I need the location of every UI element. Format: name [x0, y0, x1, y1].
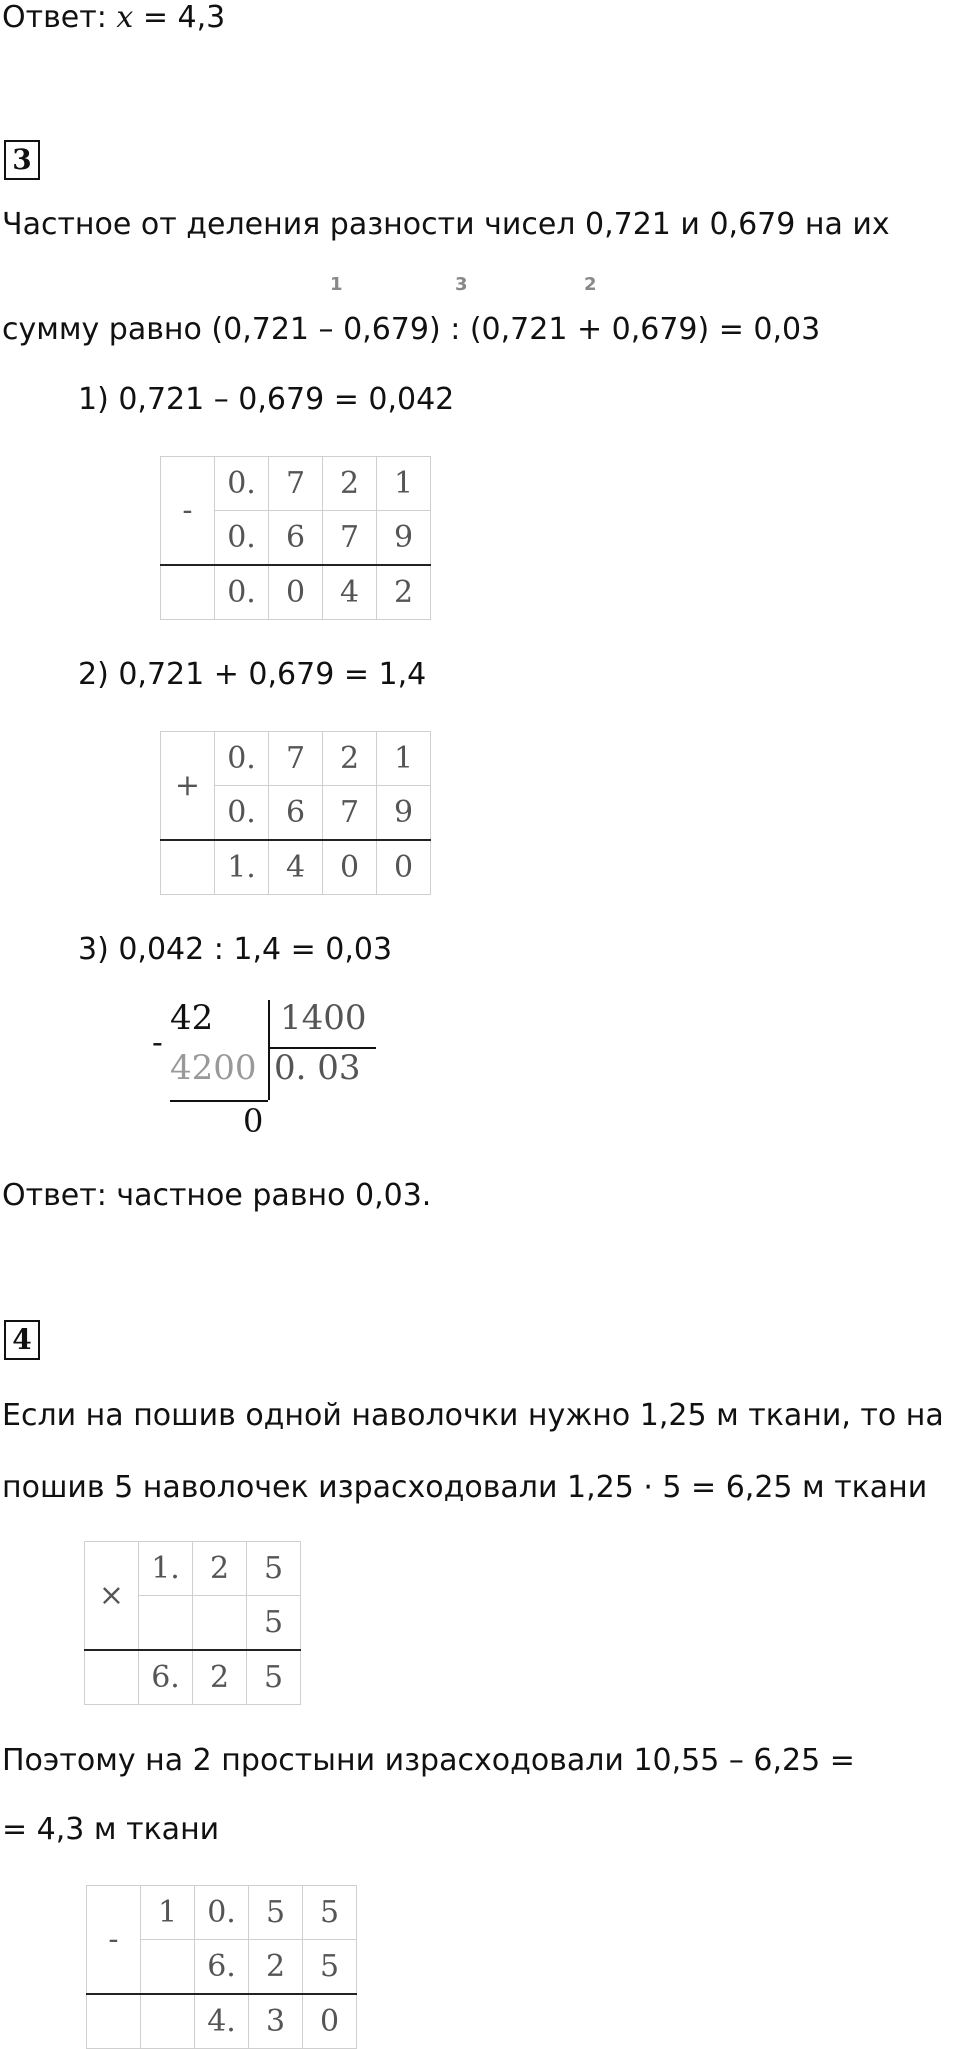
addition-table: + 0. 7 2 1 0. 6 7 9 1. 4 0 0	[160, 731, 431, 895]
operator-minus: -	[161, 457, 215, 566]
task3-text-line2: сумму равно (0,721 – 0,679) : (0,721 + 0,679) = 0,03	[2, 312, 821, 347]
order-mark-1: 1	[330, 274, 343, 295]
division-minus: -	[152, 1023, 163, 1061]
multiplication-table: × 1. 2 5 5 6. 2 5	[84, 1541, 301, 1705]
order-mark-2: 2	[584, 274, 597, 295]
division-subtrahend: 4200	[170, 1048, 257, 1088]
task-number-4: 4	[4, 1320, 40, 1360]
task-number-3: 3	[4, 140, 40, 180]
subtraction-table-2: - 1 0. 5 5 6. 2 5 4. 3 0	[86, 1885, 357, 2049]
subtraction-table-1: - 0. 7 2 1 0. 6 7 9 0. 0 4 2	[160, 456, 431, 620]
division-dividend: 42	[170, 998, 214, 1038]
division-vertical-bar	[268, 1000, 270, 1100]
task3-answer: Ответ: частное равно 0,03.	[2, 1178, 432, 1213]
operator-minus-2: -	[87, 1886, 141, 1995]
division-quotient: 0. 03	[274, 1048, 361, 1088]
variable-x: x	[116, 0, 134, 35]
task3-step3: 3) 0,042 : 1,4 = 0,03	[78, 932, 393, 967]
operator-plus: +	[161, 732, 215, 841]
task3-step1: 1) 0,721 – 0,679 = 0,042	[78, 382, 455, 417]
task4-text-line3: Поэтому на 2 простыни израсходовали 10,55 – 6,25 =	[2, 1743, 855, 1778]
task4-text-line2: пошив 5 наволочек израсходовали 1,25 · 5 = 6,25 м ткани	[2, 1470, 928, 1505]
task4-text-line4: = 4,3 м ткани	[2, 1812, 220, 1847]
order-mark-3: 3	[455, 274, 468, 295]
answer-line-1: Ответ: x = 4,3	[2, 0, 226, 35]
operator-times: ×	[85, 1542, 139, 1651]
task3-text-line1: Частное от деления разности чисел 0,721 и 0,679 на их	[2, 207, 890, 242]
task3-step2: 2) 0,721 + 0,679 = 1,4	[78, 657, 427, 692]
division-remainder: 0	[243, 1102, 264, 1140]
task4-text-line1: Если на пошив одной наволочки нужно 1,25 м ткани, то на	[2, 1398, 944, 1433]
division-divisor: 1400	[280, 998, 367, 1038]
